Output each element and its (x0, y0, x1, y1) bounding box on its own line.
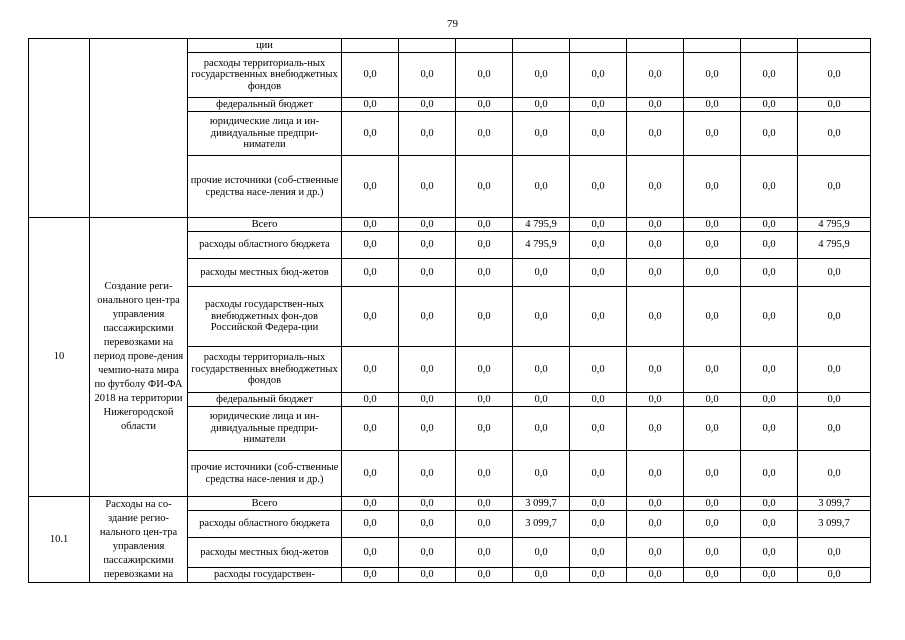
value-cell: 0,0 (342, 568, 399, 583)
value-cell: 0,0 (570, 287, 627, 347)
value-cell: 0,0 (513, 393, 570, 407)
total-value-cell: 0,0 (798, 287, 871, 347)
funding-source: юридические лица и ин-дивидуальные предпри-ниматели (188, 112, 342, 156)
total-value-cell: 0,0 (798, 451, 871, 497)
funding-source: расходы территориаль-ных государственных внебюджетных фондов (188, 53, 342, 98)
value-cell: 0,0 (741, 232, 798, 259)
value-cell: 0,0 (627, 451, 684, 497)
funding-source: расходы местных бюд-жетов (188, 259, 342, 287)
total-value-cell: 0,0 (798, 259, 871, 287)
value-cell: 0,0 (570, 451, 627, 497)
value-cell: 0,0 (684, 407, 741, 451)
value-cell: 0,0 (684, 347, 741, 393)
value-cell: 3 099,7 (513, 511, 570, 538)
value-cell: 0,0 (570, 156, 627, 218)
value-cell: 0,0 (741, 568, 798, 583)
value-cell: 0,0 (684, 287, 741, 347)
total-value-cell: 0,0 (798, 53, 871, 98)
value-cell: 0,0 (684, 53, 741, 98)
value-cell: 0,0 (342, 511, 399, 538)
total-value-cell: 0,0 (798, 568, 871, 583)
value-cell: 0,0 (456, 511, 513, 538)
value-cell: 0,0 (570, 511, 627, 538)
value-cell: 0,0 (627, 511, 684, 538)
value-cell: 0,0 (456, 407, 513, 451)
total-value-cell: 4 795,9 (798, 232, 871, 259)
value-cell: 0,0 (342, 232, 399, 259)
value-cell: 0,0 (342, 497, 399, 511)
value-cell: 0,0 (342, 451, 399, 497)
funding-table (28, 38, 871, 583)
measure-name (90, 39, 188, 218)
value-cell: 0,0 (513, 287, 570, 347)
value-cell: 0,0 (570, 407, 627, 451)
value-cell: 0,0 (627, 98, 684, 112)
value-cell: 0,0 (342, 393, 399, 407)
value-cell: 0,0 (456, 156, 513, 218)
value-cell (570, 39, 627, 53)
total-value-cell (798, 39, 871, 53)
total-value-cell: 0,0 (798, 393, 871, 407)
value-cell: 0,0 (684, 259, 741, 287)
row-number (29, 39, 90, 218)
funding-source: прочие источники (соб-ственные средства насе-ления и др.) (188, 451, 342, 497)
value-cell: 0,0 (342, 347, 399, 393)
value-cell: 0,0 (684, 218, 741, 232)
value-cell: 0,0 (513, 98, 570, 112)
value-cell (513, 39, 570, 53)
value-cell: 0,0 (627, 568, 684, 583)
value-cell: 0,0 (399, 287, 456, 347)
total-value-cell: 4 795,9 (798, 218, 871, 232)
value-cell: 0,0 (399, 53, 456, 98)
value-cell: 0,0 (570, 568, 627, 583)
value-cell: 0,0 (399, 451, 456, 497)
value-cell: 0,0 (684, 568, 741, 583)
value-cell: 0,0 (456, 568, 513, 583)
value-cell: 0,0 (399, 112, 456, 156)
value-cell: 0,0 (627, 497, 684, 511)
funding-source: расходы государствен-ных внебюджетных фон-дов Российской Федера-ции (188, 287, 342, 347)
value-cell: 0,0 (513, 156, 570, 218)
value-cell: 0,0 (456, 347, 513, 393)
total-value-cell: 3 099,7 (798, 511, 871, 538)
table-row (29, 39, 871, 53)
value-cell: 0,0 (513, 538, 570, 568)
funding-source: расходы областного бюджета (188, 511, 342, 538)
value-cell: 0,0 (456, 98, 513, 112)
funding-source: федеральный бюджет (188, 393, 342, 407)
value-cell: 0,0 (570, 232, 627, 259)
value-cell: 0,0 (456, 287, 513, 347)
funding-source: ции (188, 39, 342, 53)
value-cell: 0,0 (399, 511, 456, 538)
value-cell: 0,0 (342, 407, 399, 451)
value-cell: 0,0 (570, 98, 627, 112)
value-cell: 0,0 (399, 497, 456, 511)
value-cell: 0,0 (684, 98, 741, 112)
value-cell: 0,0 (456, 497, 513, 511)
value-cell: 0,0 (570, 259, 627, 287)
value-cell: 0,0 (684, 232, 741, 259)
value-cell: 4 795,9 (513, 218, 570, 232)
funding-source: расходы местных бюд-жетов (188, 538, 342, 568)
value-cell: 0,0 (456, 112, 513, 156)
value-cell: 0,0 (741, 112, 798, 156)
value-cell: 0,0 (684, 112, 741, 156)
total-value-cell: 0,0 (798, 98, 871, 112)
value-cell (627, 39, 684, 53)
value-cell: 0,0 (741, 259, 798, 287)
total-value-cell: 0,0 (798, 112, 871, 156)
measure-name: Создание реги-онального цен-тра управления пассажирскими перевозками на период прове-дения чемпио-ната мира по футболу ФИ-ФА 2018 на территории Нижегородской области (90, 218, 188, 497)
value-cell: 0,0 (456, 232, 513, 259)
row-number: 10.1 (29, 497, 90, 583)
value-cell: 0,0 (684, 156, 741, 218)
value-cell: 0,0 (627, 538, 684, 568)
value-cell: 0,0 (399, 218, 456, 232)
value-cell: 0,0 (741, 497, 798, 511)
value-cell: 0,0 (570, 393, 627, 407)
value-cell: 0,0 (570, 112, 627, 156)
value-cell: 0,0 (513, 53, 570, 98)
value-cell: 0,0 (627, 232, 684, 259)
value-cell: 0,0 (399, 347, 456, 393)
value-cell: 0,0 (570, 497, 627, 511)
value-cell: 0,0 (570, 538, 627, 568)
value-cell: 0,0 (627, 347, 684, 393)
value-cell: 0,0 (627, 393, 684, 407)
value-cell: 0,0 (570, 347, 627, 393)
value-cell: 0,0 (513, 407, 570, 451)
value-cell: 0,0 (570, 218, 627, 232)
table-row (29, 218, 871, 232)
value-cell: 0,0 (741, 511, 798, 538)
value-cell: 0,0 (456, 538, 513, 568)
value-cell (342, 39, 399, 53)
value-cell: 0,0 (741, 538, 798, 568)
value-cell: 0,0 (741, 451, 798, 497)
funding-source: расходы государствен- (188, 568, 342, 583)
value-cell: 0,0 (342, 156, 399, 218)
value-cell: 0,0 (741, 218, 798, 232)
value-cell: 0,0 (513, 112, 570, 156)
value-cell: 0,0 (399, 232, 456, 259)
value-cell: 0,0 (627, 218, 684, 232)
value-cell: 0,0 (399, 259, 456, 287)
value-cell: 0,0 (684, 393, 741, 407)
value-cell (399, 39, 456, 53)
value-cell: 0,0 (741, 287, 798, 347)
value-cell (456, 39, 513, 53)
value-cell: 4 795,9 (513, 232, 570, 259)
total-value-cell: 0,0 (798, 156, 871, 218)
value-cell: 0,0 (399, 98, 456, 112)
value-cell: 0,0 (399, 407, 456, 451)
table-row (29, 497, 871, 511)
value-cell: 0,0 (399, 156, 456, 218)
value-cell: 0,0 (456, 218, 513, 232)
value-cell: 0,0 (627, 112, 684, 156)
value-cell: 0,0 (456, 451, 513, 497)
value-cell: 0,0 (513, 451, 570, 497)
value-cell: 0,0 (570, 53, 627, 98)
value-cell: 0,0 (399, 393, 456, 407)
total-value-cell: 0,0 (798, 347, 871, 393)
value-cell: 0,0 (741, 393, 798, 407)
value-cell: 3 099,7 (513, 497, 570, 511)
value-cell: 0,0 (741, 347, 798, 393)
funding-source: расходы областного бюджета (188, 232, 342, 259)
value-cell: 0,0 (684, 511, 741, 538)
value-cell: 0,0 (342, 218, 399, 232)
value-cell: 0,0 (741, 407, 798, 451)
value-cell: 0,0 (741, 156, 798, 218)
value-cell: 0,0 (342, 538, 399, 568)
total-value-cell: 0,0 (798, 538, 871, 568)
value-cell: 0,0 (741, 53, 798, 98)
value-cell: 0,0 (399, 568, 456, 583)
value-cell: 0,0 (627, 259, 684, 287)
value-cell: 0,0 (342, 98, 399, 112)
funding-source: Всего (188, 218, 342, 232)
value-cell: 0,0 (627, 53, 684, 98)
value-cell: 0,0 (684, 451, 741, 497)
total-value-cell: 3 099,7 (798, 497, 871, 511)
value-cell: 0,0 (513, 259, 570, 287)
funding-source: Всего (188, 497, 342, 511)
value-cell: 0,0 (627, 407, 684, 451)
value-cell: 0,0 (684, 538, 741, 568)
value-cell: 0,0 (513, 347, 570, 393)
value-cell: 0,0 (342, 287, 399, 347)
value-cell: 0,0 (684, 497, 741, 511)
funding-source: федеральный бюджет (188, 98, 342, 112)
value-cell: 0,0 (627, 156, 684, 218)
value-cell: 0,0 (456, 259, 513, 287)
value-cell (684, 39, 741, 53)
value-cell: 0,0 (513, 568, 570, 583)
value-cell: 0,0 (399, 538, 456, 568)
value-cell: 0,0 (627, 287, 684, 347)
row-number: 10 (29, 218, 90, 497)
page-number: 79 (447, 18, 458, 30)
total-value-cell: 0,0 (798, 407, 871, 451)
value-cell: 0,0 (456, 53, 513, 98)
measure-name: Расходы на со-здание регио-нального цен-тра управления пассажирскими перевозками на (90, 497, 188, 583)
funding-source: прочие источники (соб-ственные средства насе-ления и др.) (188, 156, 342, 218)
value-cell: 0,0 (342, 259, 399, 287)
funding-source: расходы территориаль-ных государственных внебюджетных фондов (188, 347, 342, 393)
value-cell: 0,0 (456, 393, 513, 407)
value-cell: 0,0 (741, 98, 798, 112)
value-cell: 0,0 (342, 53, 399, 98)
funding-source: юридические лица и ин-дивидуальные предпри-ниматели (188, 407, 342, 451)
value-cell (741, 39, 798, 53)
value-cell: 0,0 (342, 112, 399, 156)
